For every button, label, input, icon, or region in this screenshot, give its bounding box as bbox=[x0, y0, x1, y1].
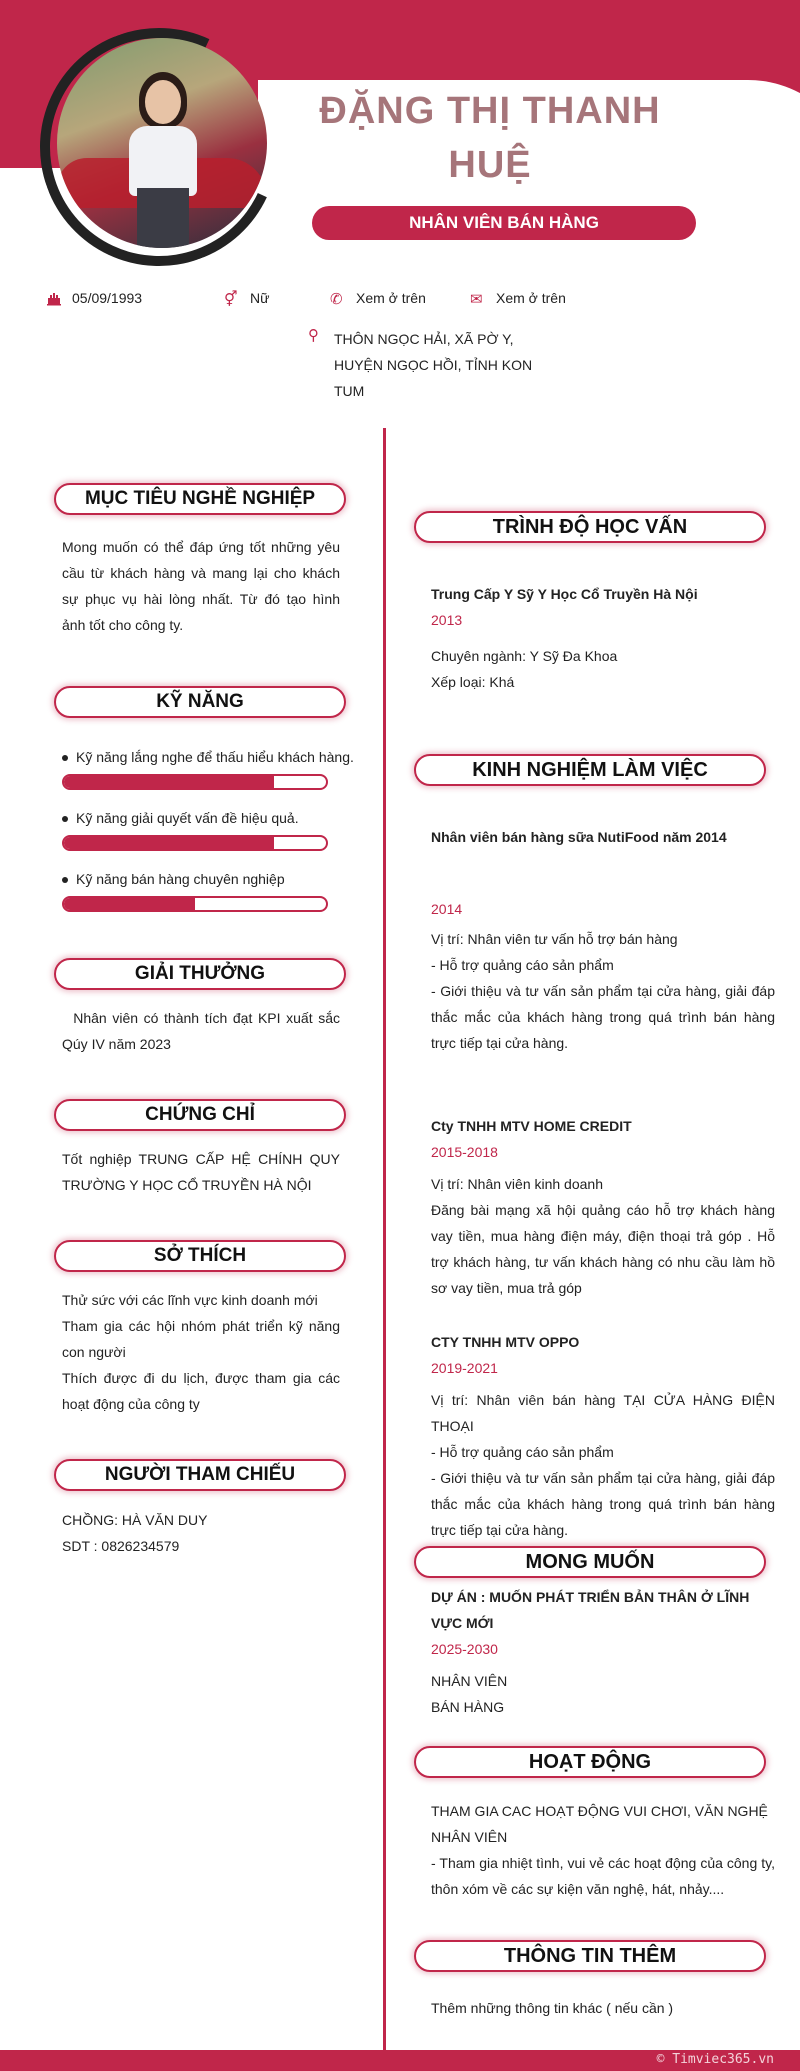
wishes-block bbox=[431, 1584, 775, 1720]
skill-label: Kỹ năng lắng nghe để thấu hiểu khách hàng. bbox=[76, 749, 354, 765]
certificates-heading: CHỨNG CHỈ bbox=[54, 1099, 346, 1131]
job-period: 2019-2021 bbox=[431, 1360, 498, 1376]
wishes-heading: MONG MUỐN bbox=[414, 1546, 766, 1578]
phone-value: Xem ở trên bbox=[356, 290, 426, 306]
references-heading: NGƯỜI THAM CHIẾU bbox=[54, 1459, 346, 1491]
phone-row bbox=[330, 290, 426, 308]
watermark: © Timviec365.vn bbox=[656, 2052, 774, 2067]
hobby-line: Tham gia các hội nhóm phát triển kỹ năng con người bbox=[62, 1318, 340, 1360]
awards-text: Nhân viên có thành tích đạt KPI xuất sắc Qúy IV năm 2023 bbox=[62, 1010, 344, 1052]
objective-heading: MỤC TIÊU NGHỀ NGHIỆP bbox=[54, 483, 346, 515]
birthday-value: 05/09/1993 bbox=[72, 290, 143, 306]
skill-label: Kỹ năng giải quyết vấn đề hiệu quả. bbox=[76, 810, 299, 826]
email-row bbox=[470, 290, 566, 308]
job-line: Vị trí: Nhân viên kinh doanh bbox=[431, 1176, 603, 1192]
job-period: 2015-2018 bbox=[431, 1144, 498, 1160]
skill-bar-fill bbox=[64, 898, 195, 910]
hobbies-list bbox=[62, 1287, 340, 1417]
job-entry bbox=[431, 824, 775, 1056]
job-line: Vị trí: Nhân viên bán hàng TẠI CỬA HÀNG ĐIỆN THOẠI bbox=[431, 1392, 775, 1434]
skill-item bbox=[62, 810, 299, 826]
candidate-name: ĐẶNG THỊ THANH HUỆ bbox=[319, 90, 661, 186]
reference-line: SDT : 0826234579 bbox=[62, 1538, 180, 1554]
job-period: 2014 bbox=[431, 901, 463, 917]
skill-label: Kỹ năng bán hàng chuyên nghiệp bbox=[76, 871, 285, 887]
footer-bar bbox=[0, 2050, 800, 2071]
experience-heading: KINH NGHIỆM LÀM VIỆC bbox=[414, 754, 766, 786]
skill-bar bbox=[62, 774, 328, 790]
activities-block bbox=[431, 1798, 775, 1902]
wishes-line: NHÂN VIÊN bbox=[431, 1673, 508, 1689]
education-grade: Xếp loại: Khá bbox=[431, 674, 515, 690]
column-divider bbox=[383, 428, 386, 2060]
job-title-badge: NHÂN VIÊN BÁN HÀNG bbox=[312, 206, 696, 240]
skill-bar bbox=[62, 896, 328, 912]
references-list bbox=[62, 1507, 340, 1559]
job-line: - Hỗ trợ quảng cáo sản phẩm bbox=[431, 1444, 614, 1460]
job-line: - Giới thiệu và tư vấn sản phẩm tại cửa hàng, giải đáp thắc mắc của khách hàng trong quá trình bán hàng trực tiếp tại cửa hàng. bbox=[431, 1470, 775, 1538]
wishes-project: DỰ ÁN : MUỐN PHÁT TRIỂN BẢN THÂN Ở LĨNH VỰC MỚI bbox=[431, 1589, 750, 1631]
job-line: - Hỗ trợ quảng cáo sản phẩm bbox=[431, 957, 614, 973]
more-info-text: Thêm những thông tin khác ( nếu cần ) bbox=[431, 2000, 674, 2016]
skill-bar bbox=[62, 835, 328, 851]
education-major: Chuyên ngành: Y Sỹ Đa Khoa bbox=[431, 648, 618, 664]
education-heading: TRÌNH ĐỘ HỌC VẤN bbox=[414, 511, 766, 543]
job-entry bbox=[431, 1329, 775, 1543]
cake-icon bbox=[46, 290, 72, 310]
hobby-line: Thích được đi du lịch, được tham gia các hoạt động của công ty bbox=[62, 1370, 340, 1412]
skills-heading: KỸ NĂNG bbox=[54, 686, 346, 718]
gender-icon: ⚥ bbox=[224, 291, 238, 308]
reference-line: CHỒNG: HÀ VĂN DUY bbox=[62, 1512, 208, 1528]
skill-item bbox=[62, 871, 285, 887]
job-company: Nhân viên bán hàng sữa NutiFood năm 2014 bbox=[431, 829, 727, 845]
phone-icon: ✆ bbox=[330, 291, 343, 308]
mail-icon: ✉ bbox=[470, 291, 483, 308]
avatar bbox=[57, 38, 267, 248]
skill-item bbox=[62, 749, 354, 765]
gender-row bbox=[224, 290, 269, 308]
activity-line: NHÂN VIÊN bbox=[431, 1829, 508, 1845]
education-block bbox=[431, 581, 775, 695]
location-icon: ⚲ bbox=[308, 327, 319, 344]
address-value: THÔN NGỌC HẢI, XÃ PỜ Y, HUYỆN NGỌC HỒI, TỈNH KON TUM bbox=[334, 331, 533, 399]
job-line: - Giới thiệu và tư vấn sản phẩm tại cửa hàng, giải đáp thắc mắc của khách hàng trong quá trình bán hàng trực tiếp tại cửa hàng. bbox=[431, 983, 775, 1051]
job-company: Cty TNHH MTV HOME CREDIT bbox=[431, 1118, 632, 1134]
hobbies-heading: SỞ THÍCH bbox=[54, 1240, 346, 1272]
wishes-line: BÁN HÀNG bbox=[431, 1699, 505, 1715]
activities-heading: HOẠT ĐỘNG bbox=[414, 1746, 766, 1778]
email-value: Xem ở trên bbox=[496, 290, 566, 306]
education-year: 2013 bbox=[431, 612, 463, 628]
objective-text: Mong muốn có thể đáp ứng tốt những yêu cầu từ khách hàng và mang lại cho khách sự phục vụ hài lòng nhất. Từ đó tạo hình ảnh tốt cho công ty. bbox=[62, 539, 340, 633]
job-company: CTY TNHH MTV OPPO bbox=[431, 1334, 580, 1350]
wishes-period: 2025-2030 bbox=[431, 1641, 498, 1657]
gender-value: Nữ bbox=[250, 290, 270, 306]
certificates-text: Tốt nghiệp TRUNG CẤP HỆ CHÍNH QUY TRƯỜNG Y HỌC CỔ TRUYỀN HÀ NỘI bbox=[62, 1151, 340, 1193]
skill-bar-fill bbox=[64, 837, 274, 849]
more-info-heading: THÔNG TIN THÊM bbox=[414, 1940, 766, 1972]
education-school: Trung Cấp Y Sỹ Y Học Cổ Truyền Hà Nội bbox=[431, 586, 698, 602]
job-line: Vị trí: Nhân viên tư vấn hỗ trợ bán hàng bbox=[431, 931, 678, 947]
address-row bbox=[308, 326, 534, 404]
awards-heading: GIẢI THƯỞNG bbox=[54, 958, 346, 990]
birthday-row bbox=[46, 290, 142, 310]
job-line: Đăng bài mạng xã hội quảng cáo hỗ trợ khách hàng vay tiền, mua hàng điện máy, điện thoại trả góp . Hỗ trợ khách hàng, tư vấn khách hàng có nhu cầu làm hồ sơ vay tiền, mua trả góp bbox=[431, 1202, 775, 1296]
skill-bar-fill bbox=[64, 776, 274, 788]
activity-line: THAM GIA CAC HOẠT ĐỘNG VUI CHƠI, VĂN NGHỆ bbox=[431, 1803, 768, 1819]
hobby-line: Thử sức với các lĩnh vực kinh doanh mới bbox=[62, 1292, 318, 1308]
activity-line: - Tham gia nhiệt tình, vui vẻ các hoạt động của công ty, thôn xóm về các sự kiện văn nghệ, hát, nhảy.... bbox=[431, 1855, 775, 1897]
job-entry bbox=[431, 1113, 775, 1301]
